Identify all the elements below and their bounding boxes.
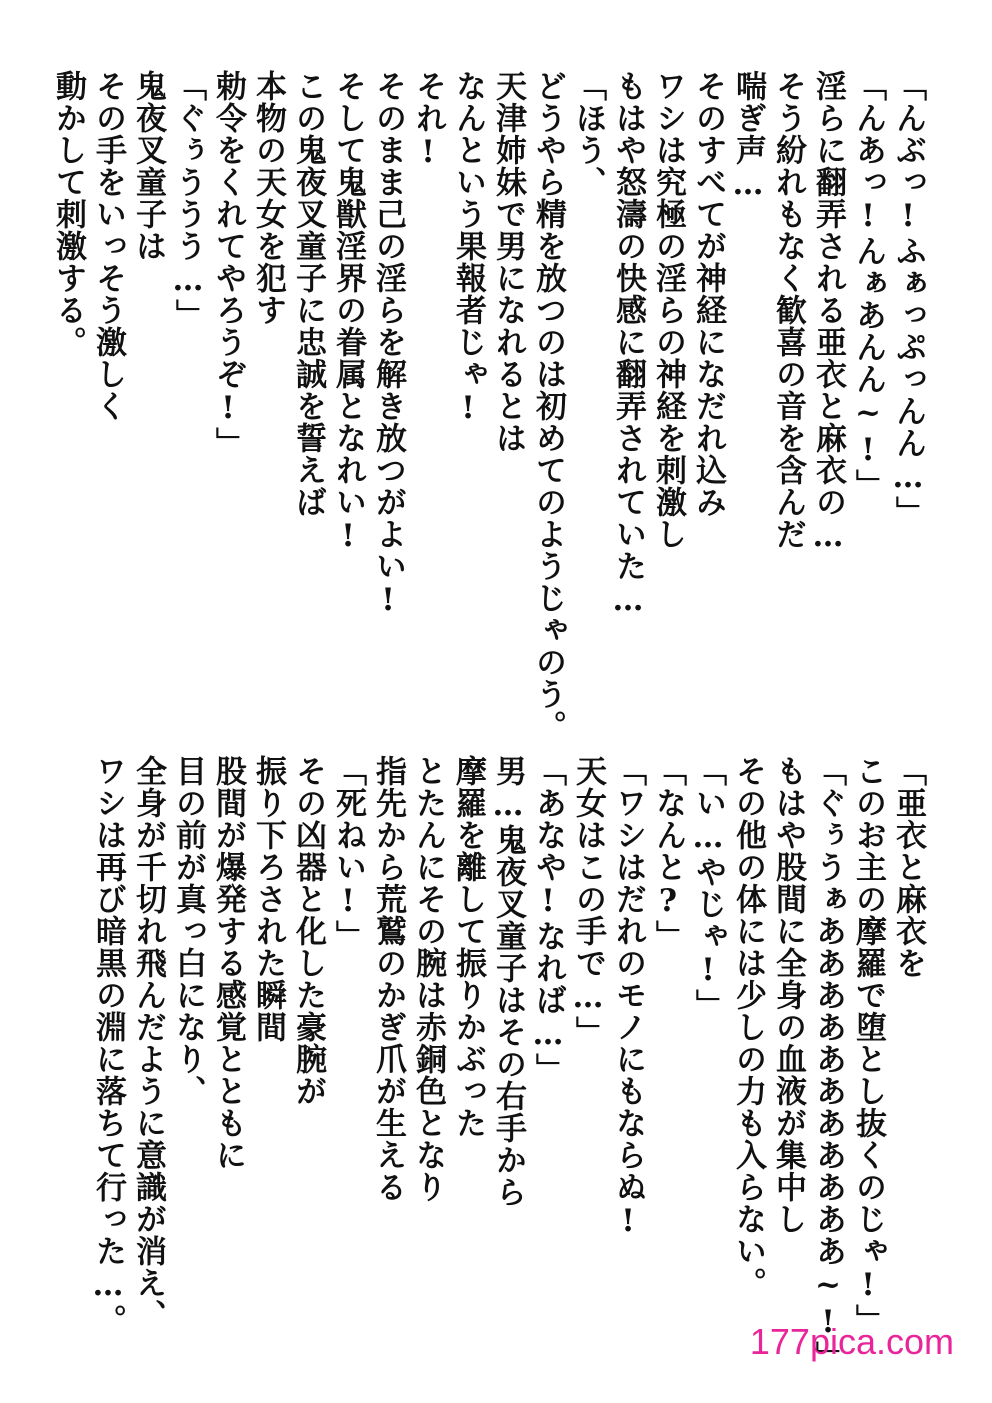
text-column: 男…鬼夜叉童子はその右手から xyxy=(490,755,526,1208)
text-column: 「ほう、 xyxy=(570,70,606,198)
text-column: ワシは究極の淫らの神経を刺激し xyxy=(650,70,686,550)
text-block-top xyxy=(48,70,928,742)
text-column: 「い…やじゃ!」 xyxy=(690,755,726,1021)
text-column: そして鬼獣淫界の眷属となれい! xyxy=(330,70,366,555)
text-column: ワシは再び暗黒の淵に落ちて行った…。 xyxy=(90,755,126,1336)
text-column: 「亜衣と麻衣を xyxy=(890,755,926,979)
text-column: 「ぐぅうぁあああああああああああ~!」 xyxy=(810,755,846,1373)
text-column: 「ぐぅううう…」 xyxy=(170,70,206,331)
text-column: 喘ぎ声… xyxy=(730,70,766,203)
text-column: なんという果報者じゃ! xyxy=(450,70,486,427)
text-column: 天津姉妹で男になれるとは xyxy=(490,70,526,454)
text-column: それ! xyxy=(410,70,446,171)
text-column: 「ワシはだれのモノにもならぬ! xyxy=(610,755,646,1240)
text-column: その凶器と化した豪腕が xyxy=(290,755,326,1107)
text-column: 「なんと?」 xyxy=(650,755,686,952)
text-column: もはや股間に全身の血液が集中し xyxy=(770,755,806,1235)
text-column: 勅令をくれてやろうぞ!」 xyxy=(210,70,246,459)
text-column: もはや怒濤の快感に翻弄されていた… xyxy=(610,70,646,619)
text-block-bottom xyxy=(88,755,928,1373)
text-column: 目の前が真っ白になり、 xyxy=(170,755,206,1107)
text-column: そのまま己の淫らを解き放つがよい! xyxy=(370,70,406,619)
text-column: 「あなや!なれば…」 xyxy=(530,755,566,1085)
text-column: そのすべてが神経になだれ込み xyxy=(690,70,726,518)
text-column: 「んぶっ!ふぁっぷっんん…」 xyxy=(890,70,926,528)
text-column: 振り下ろされた瞬間 xyxy=(250,755,286,1043)
text-column: とたんにその腕は赤銅色となり xyxy=(410,755,446,1203)
text-column: 指先から荒鷲のかぎ爪が生える xyxy=(370,755,406,1203)
text-column: 全身が千切れ飛んだように意識が消え、 xyxy=(130,755,166,1331)
watermark-text: 177pica.com xyxy=(749,1321,954,1362)
text-column: 股間が爆発する感覚とともに xyxy=(210,755,246,1171)
text-column: 鬼夜叉童子は xyxy=(130,70,166,262)
text-column: 天女はこの手で…」 xyxy=(570,755,606,1048)
text-column: 淫らに翻弄される亜衣と麻衣の… xyxy=(810,70,846,555)
text-column: 「死ねい!」 xyxy=(330,755,366,952)
text-column: このお主の摩羅で堕とし抜くのじゃ!」 xyxy=(850,755,886,1336)
text-column: そう紛れもなく歓喜の音を含んだ xyxy=(770,70,806,550)
text-column: どうやら精を放つのは初めてのようじゃのう。 xyxy=(530,70,566,742)
text-column: この鬼夜叉童子に忠誠を誓えば xyxy=(290,70,326,518)
text-column: 本物の天女を犯す xyxy=(250,70,286,326)
text-column: 「んあっ!んぁあんん~!」 xyxy=(850,70,886,501)
text-column: 摩羅を離して振りかぶった xyxy=(450,755,486,1139)
text-column: その他の体には少しの力も入らない。 xyxy=(730,755,766,1299)
text-column: その手をいっそう激しく xyxy=(90,70,126,422)
text-column: 動かして刺激する。 xyxy=(50,70,86,358)
